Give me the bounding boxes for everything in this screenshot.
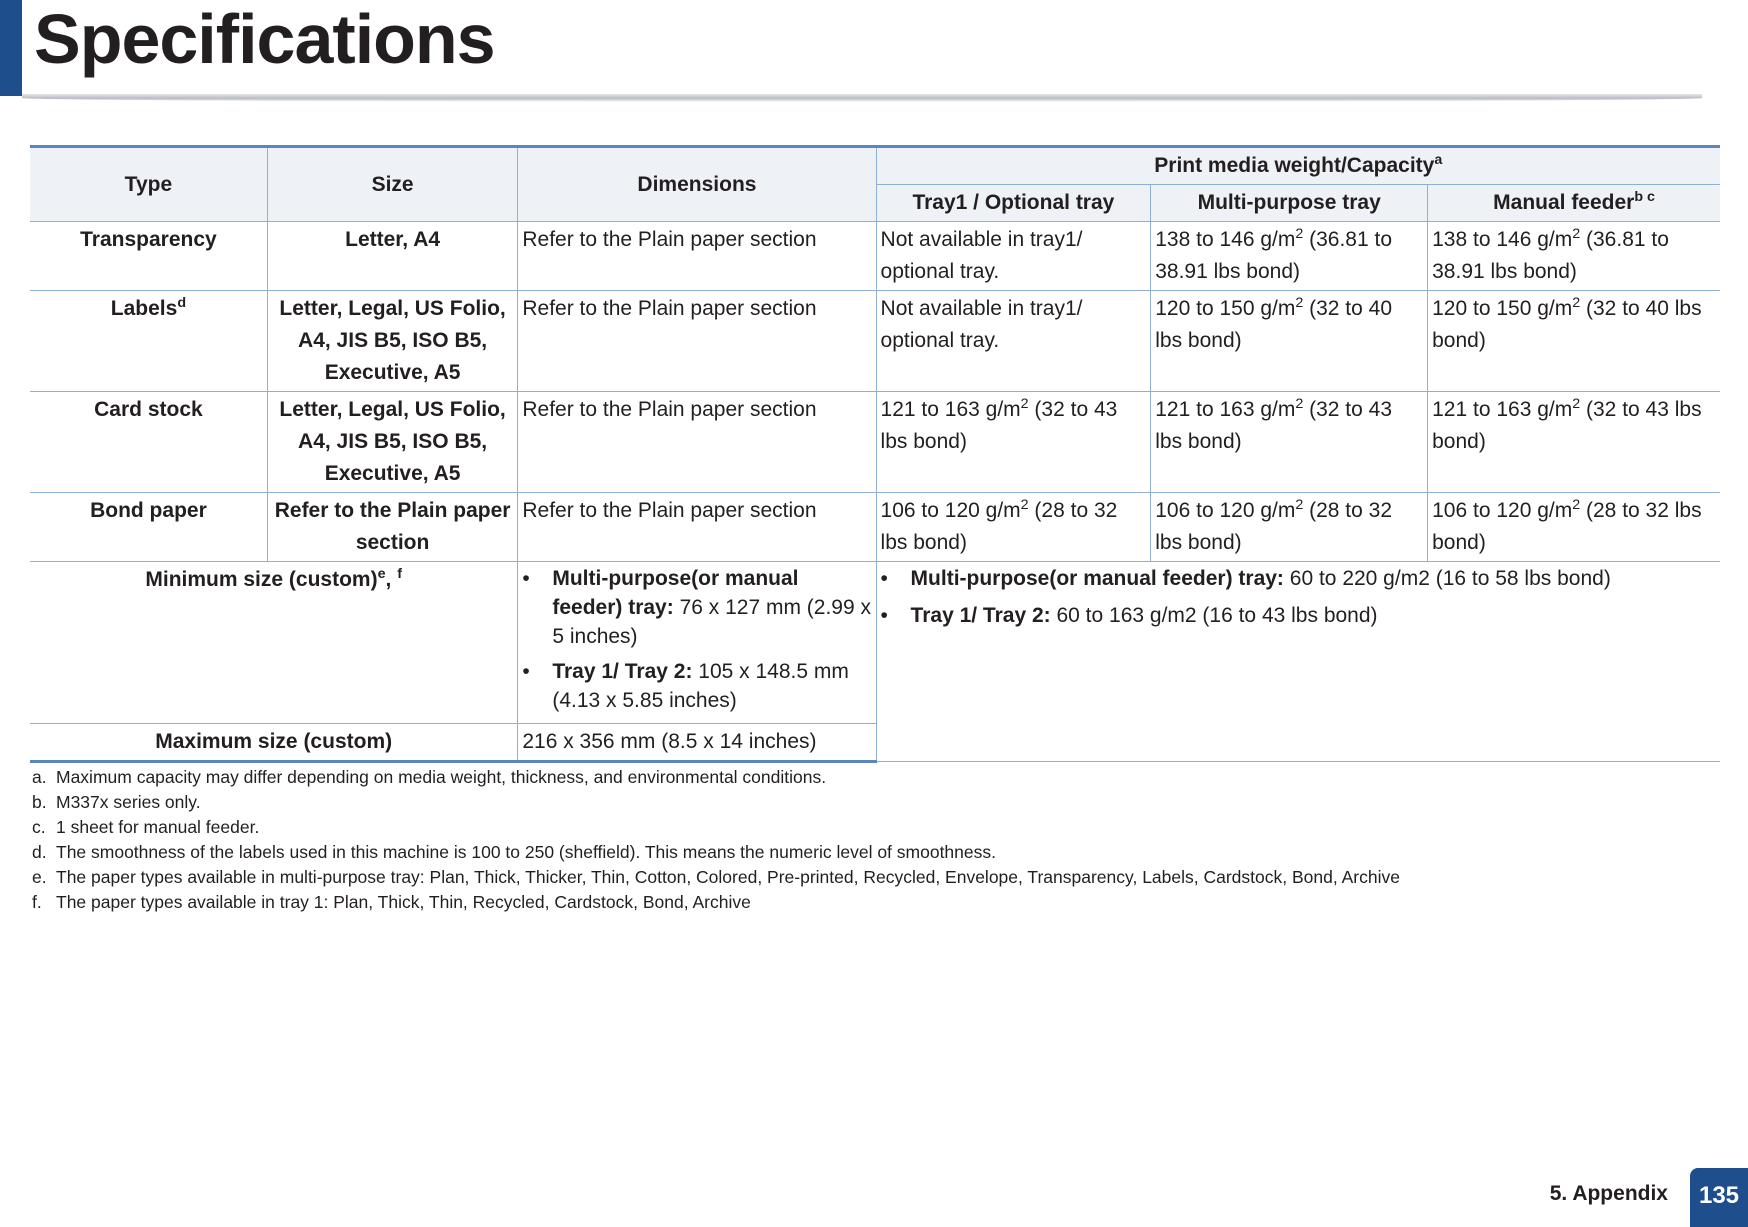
header-accent-bar xyxy=(0,0,22,96)
superscript: 2 xyxy=(1020,396,1029,412)
header-size: Size xyxy=(267,147,518,222)
footnote-text: Maximum capacity may differ depending on media weight, thickness, and environmental conditions. xyxy=(56,767,827,787)
table-row xyxy=(30,222,1720,291)
list-item-label: Multi-purpose(or manual feeder) tray: xyxy=(910,567,1284,590)
cell-type xyxy=(30,392,267,493)
footnote-ref-bc: b c xyxy=(1634,189,1655,205)
footnote-separator: , xyxy=(385,568,398,591)
footnote-letter: d. xyxy=(32,842,47,862)
cell-max-size-dimensions: 216 x 356 mm (8.5 x 14 inches) xyxy=(518,724,876,762)
superscript: 2 xyxy=(1572,226,1581,242)
cell-tray1-text: Not available in tray1/ optional tray. xyxy=(880,228,1083,283)
header-multi-purpose: Multi-purpose tray xyxy=(1151,185,1428,222)
footnote-ref-d: d xyxy=(177,295,187,311)
footnote-text: M337x series only. xyxy=(56,792,201,812)
header-dimensions: Dimensions xyxy=(518,147,876,222)
cell-manual-feeder xyxy=(1428,291,1720,392)
cell-manual-rest: (32 to 43 lbs bond) xyxy=(1432,398,1702,453)
footnote-text: 1 sheet for manual feeder. xyxy=(56,817,260,837)
footnote-letter: f. xyxy=(32,892,42,912)
cell-size: Letter, A4 xyxy=(267,222,518,291)
cell-min-size-label xyxy=(30,562,518,724)
footnote-ref-f: f xyxy=(397,566,402,582)
title-divider xyxy=(22,94,1702,102)
list-item xyxy=(881,564,1716,593)
cell-tray1 xyxy=(876,222,1151,291)
cell-type-text: Card stock xyxy=(94,398,203,421)
cell-tray1-text: 121 to 163 g/m xyxy=(880,398,1021,421)
page-title: Specifications xyxy=(34,0,495,78)
cell-manual-rest: (28 to 32 lbs bond) xyxy=(1432,499,1702,554)
superscript: 2 xyxy=(1295,497,1304,513)
footnote-text: The smoothness of the labels used in this machine is 100 to 250 (sheffield). This means the numeric level of smoothness. xyxy=(56,842,996,862)
cell-dimensions: Refer to the Plain paper section xyxy=(518,222,876,291)
table-row-min-size xyxy=(30,562,1720,724)
list-item xyxy=(522,657,871,715)
superscript: 2 xyxy=(1295,226,1304,242)
cell-dimensions: Refer to the Plain paper section xyxy=(518,291,876,392)
list-item-value: 76 x 127 mm (2.99 x 5 inches) xyxy=(552,596,871,648)
cell-multi-purpose xyxy=(1151,291,1428,392)
header-manual-feeder-label: Manual feeder xyxy=(1493,191,1635,214)
table-row xyxy=(30,392,1720,493)
list-item-value: 60 to 163 g/m2 (16 to 43 lbs bond) xyxy=(1050,604,1378,627)
cell-dimensions: Refer to the Plain paper section xyxy=(518,392,876,493)
footnote-item xyxy=(32,815,1722,840)
cell-manual-text: 121 to 163 g/m xyxy=(1432,398,1573,421)
cell-type xyxy=(30,222,267,291)
footnote-text: The paper types available in multi-purpose tray: Plan, Thick, Thicker, Thin, Cotton, Colored, Pre-printed, Recycled, Envelope, Transparency, Labels, Cardstock, Bond, Archive xyxy=(56,867,1400,887)
footnote-ref-a: a xyxy=(1434,152,1443,168)
table-header-row xyxy=(30,147,1720,185)
list-item-label: Tray 1/ Tray 2: xyxy=(910,604,1051,627)
footnote-text: The paper types available in tray 1: Plan, Thick, Thin, Recycled, Cardstock, Bond, Archive xyxy=(56,892,751,912)
footnote-letter: b. xyxy=(32,792,47,812)
footnote-letter: c. xyxy=(32,817,46,837)
cell-dimensions: Refer to the Plain paper section xyxy=(518,493,876,562)
cell-tray1-text: 106 to 120 g/m xyxy=(880,499,1021,522)
cell-multi-purpose xyxy=(1151,392,1428,493)
superscript: 2 xyxy=(1572,497,1581,513)
cell-multi-text: 138 to 146 g/m xyxy=(1155,228,1296,251)
list-item-label: Multi-purpose(or manual feeder) tray: xyxy=(552,567,799,619)
cell-multi-text: 120 to 150 g/m xyxy=(1155,297,1296,320)
cell-tray1-text: Not available in tray1/ optional tray. xyxy=(880,297,1083,352)
table-row xyxy=(30,291,1720,392)
min-size-label: Minimum size (custom) xyxy=(145,568,378,591)
list-item xyxy=(881,601,1716,630)
cell-tray1-rest: (28 to 32 lbs bond) xyxy=(880,499,1118,554)
superscript: 2 xyxy=(1295,396,1304,412)
cell-manual-text: 138 to 146 g/m xyxy=(1432,228,1573,251)
footnote-item xyxy=(32,890,1722,915)
footnote-item xyxy=(32,865,1722,890)
footnote-ref-e: e xyxy=(377,566,386,582)
header-manual-feeder xyxy=(1428,185,1720,222)
cell-size: Letter, Legal, US Folio, A4, JIS B5, ISO B5, Executive, A5 xyxy=(267,392,518,493)
cell-multi-rest: (36.81 to 38.91 lbs bond) xyxy=(1155,228,1393,283)
list-item-label: Tray 1/ Tray 2: xyxy=(552,660,693,683)
cell-tray1 xyxy=(876,392,1151,493)
cell-type-text: Labels xyxy=(110,297,178,320)
cell-multi-rest: (28 to 32 lbs bond) xyxy=(1155,499,1393,554)
cell-size: Refer to the Plain paper section xyxy=(267,493,518,562)
cell-multi-purpose xyxy=(1151,222,1428,291)
superscript: 2 xyxy=(1572,396,1581,412)
header-tray1: Tray1 / Optional tray xyxy=(876,185,1151,222)
cell-type xyxy=(30,291,267,392)
cell-manual-rest: (32 to 40 lbs bond) xyxy=(1432,297,1702,352)
cell-manual-rest: (36.81 to 38.91 lbs bond) xyxy=(1432,228,1669,283)
footnote-letter: e. xyxy=(32,867,47,887)
header-weight-capacity-label: Print media weight/Capacity xyxy=(1154,154,1435,177)
cell-manual-feeder xyxy=(1428,493,1720,562)
cell-tray1 xyxy=(876,493,1151,562)
cell-manual-feeder xyxy=(1428,392,1720,493)
specifications-table xyxy=(30,145,1720,763)
cell-multi-purpose xyxy=(1151,493,1428,562)
superscript: 2 xyxy=(1572,295,1581,311)
cell-multi-rest: (32 to 43 lbs bond) xyxy=(1155,398,1393,453)
cell-type xyxy=(30,493,267,562)
footnote-letter: a. xyxy=(32,767,47,787)
footnote-item xyxy=(32,790,1722,815)
cell-manual-text: 120 to 150 g/m xyxy=(1432,297,1573,320)
min-size-weight-list xyxy=(881,564,1716,630)
footnotes xyxy=(32,765,1722,915)
cell-tray1 xyxy=(876,291,1151,392)
cell-multi-text: 121 to 163 g/m xyxy=(1155,398,1296,421)
list-item-value: 105 x 148.5 mm (4.13 x 5.85 inches) xyxy=(552,660,849,712)
cell-min-size-weights xyxy=(876,562,1720,762)
superscript: 2 xyxy=(1020,497,1029,513)
footer-section-link[interactable]: 5. Appendix xyxy=(1549,1182,1668,1205)
cell-multi-text: 106 to 120 g/m xyxy=(1155,499,1296,522)
cell-max-size-label: Maximum size (custom) xyxy=(30,724,518,762)
cell-tray1-rest: (32 to 43 lbs bond) xyxy=(880,398,1118,453)
cell-min-size-dimensions xyxy=(518,562,876,724)
header-type: Type xyxy=(30,147,267,222)
cell-manual-text: 106 to 120 g/m xyxy=(1432,499,1573,522)
cell-size: Letter, Legal, US Folio, A4, JIS B5, ISO B5, Executive, A5 xyxy=(267,291,518,392)
min-size-dimension-list xyxy=(522,564,871,715)
table-row xyxy=(30,493,1720,562)
header-weight-capacity xyxy=(876,147,1720,185)
cell-type-text: Transparency xyxy=(80,228,217,251)
footnote-item xyxy=(32,840,1722,865)
list-item xyxy=(522,564,871,651)
cell-type-text: Bond paper xyxy=(90,499,207,522)
list-item-value: 60 to 220 g/m2 (16 to 58 lbs bond) xyxy=(1283,567,1611,590)
cell-manual-feeder xyxy=(1428,222,1720,291)
cell-multi-rest: (32 to 40 lbs bond) xyxy=(1155,297,1393,352)
footnote-item xyxy=(32,765,1722,790)
page-number-badge: 135 xyxy=(1690,1168,1748,1227)
superscript: 2 xyxy=(1295,295,1304,311)
